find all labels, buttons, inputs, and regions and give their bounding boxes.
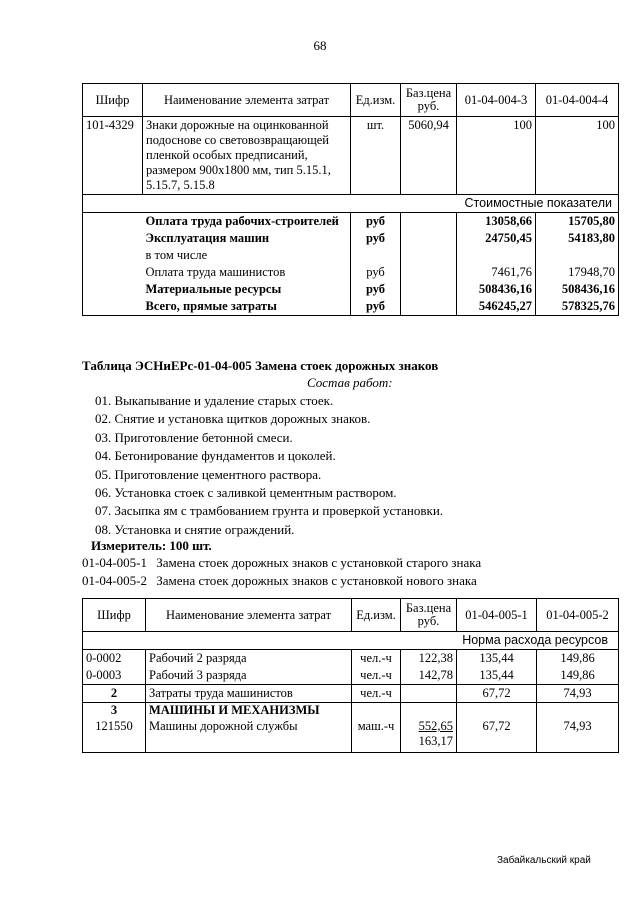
header-col1: 01-04-004-3 [457,84,536,117]
row-value-2: 149,86 [537,667,619,685]
row-value-2: 54183,80 [536,230,619,247]
work-item: 02. Снятие и установка щитков дорожных знаков. [95,411,371,427]
header-unit: Ед.изм. [352,599,401,632]
group-code: 3 [83,703,146,719]
row-name: в том числе [143,247,351,264]
resource-table-2 [82,598,619,753]
row-price: 122,38 [401,650,457,668]
table-row [83,667,619,685]
machine-unit: маш.-ч [352,718,401,752]
row-unit: руб [351,281,401,298]
work-item: 08. Установка и снятие ограждений. [95,521,295,537]
row-name: Затраты труда машинистов [146,685,352,703]
row-value-1: 135,44 [457,650,537,668]
machine-name: Машины дорожной службы [146,718,352,752]
row-value-1: 7461,76 [457,264,536,281]
header-price: Баз.цена руб. [401,599,457,632]
variant-text: Замена стоек дорожных знаков с установкой нового знака [156,573,477,588]
row-unit: руб [351,298,401,316]
table-row [83,298,619,316]
section-label-row [83,632,619,650]
row-name: Оплата труда рабочих-строителей [143,213,351,231]
row-value-1: 67,72 [457,685,537,703]
machine-code: 121550 [83,718,146,752]
machine-price: 552,65 [418,719,453,733]
table-title: Таблица ЭСНиЕРс-01-04-005 Замена стоек дорожных знаков [82,358,439,373]
table-row [83,213,619,231]
row-unit: руб [351,213,401,231]
row-name: Материальные ресурсы [143,281,351,298]
machine-price-secondary: 163,17 [418,734,453,748]
measure: Измеритель: 100 шт. [91,538,212,553]
row-value-1: 24750,45 [457,230,536,247]
row-name: Эксплуатация машин [143,230,351,247]
work-item: 06. Установка стоек с заливкой цементным раствором. [95,484,397,500]
row-value-2: 508436,16 [536,281,619,298]
variant-code: 01-04-005-1 [82,555,147,570]
work-item: 01. Выкапывание и удаление старых стоек. [95,393,334,408]
row-value-2: 15705,80 [536,213,619,231]
work-item: 05. Приготовление цементного раствора. [95,466,322,482]
row-name: Всего, прямые затраты [143,298,351,316]
table-row [83,117,619,195]
header-name: Наименование элемента затрат [143,84,351,117]
row-value-2: 74,93 [537,685,619,703]
row-unit: чел.-ч [352,650,401,668]
item-name: Знаки дорожные на оцинкованной подоснове со световозвращающей пленкой особых предписаний, размером 900x1800 мм, тип 5.15.1, 5.15.7, 5.15.8 [143,117,351,195]
header-code: Шифр [83,84,143,117]
machine-value-2: 74,93 [537,718,619,752]
table-row [83,247,619,264]
header-col1: 01-04-005-1 [457,599,537,632]
table-header-row [83,84,619,117]
row-name: Оплата труда машинистов [143,264,351,281]
row-value-2: 17948,70 [536,264,619,281]
row-name: Рабочий 3 разряда [146,667,352,685]
section-label: Норма расхода ресурсов [83,632,619,650]
page-number: 68 [313,38,327,53]
row-value-1: 135,44 [457,667,537,685]
table-header-row [83,599,619,632]
row-code: 0-0003 [83,667,146,685]
variant-text: Замена стоек дорожных знаков с установкой старого знака [156,555,482,570]
group-name: МАШИНЫ И МЕХАНИЗМЫ [146,703,352,719]
row-value-1: 546245,27 [457,298,536,316]
variant-line [82,554,481,571]
variant-code: 01-04-005-2 [82,573,147,588]
table-row [83,281,619,298]
header-col2: 01-04-004-4 [536,84,619,117]
header-price: Баз.цена руб. [401,84,457,117]
item-value-2: 100 [536,117,619,195]
row-unit: руб [351,264,401,281]
table-row [83,718,619,752]
row-price: 142,78 [401,667,457,685]
item-price: 5060,94 [401,117,457,195]
row-value-1: 13058,66 [457,213,536,231]
row-value-2: 578325,76 [536,298,619,316]
row-unit: чел.-ч [352,667,401,685]
variant-line [82,572,477,589]
works-list [95,392,443,538]
item-value-1: 100 [457,117,536,195]
table-row [83,650,619,668]
table-row [83,703,619,719]
row-code: 2 [83,685,146,703]
item-unit: шт. [351,117,401,195]
row-name: Рабочий 2 разряда [146,650,352,668]
header-unit: Ед.изм. [351,84,401,117]
item-code: 101-4329 [83,117,143,195]
work-item: 04. Бетонирование фундаментов и цоколей. [95,448,336,464]
header-code: Шифр [83,599,146,632]
row-code: 0-0002 [83,650,146,668]
work-item: 07. Засыпка ям с трамбованием грунта и проверкой установки. [95,503,444,519]
section-label: Стоимостные показатели [83,195,619,213]
footer-region: Забайкальский край [497,855,591,866]
header-col2: 01-04-005-2 [537,599,619,632]
header-name: Наименование элемента затрат [146,599,352,632]
machine-price-cell [401,718,457,752]
row-unit: руб [351,230,401,247]
row-unit: чел.-ч [352,685,401,703]
table-row [83,230,619,247]
composition-title: Состав работ: [307,375,393,390]
machine-value-1: 67,72 [457,718,537,752]
section-label-row [83,195,619,213]
table-row [83,685,619,703]
table-row [83,264,619,281]
work-item: 03. Приготовление бетонной смеси. [95,429,293,445]
row-value-1: 508436,16 [457,281,536,298]
resource-table-1 [82,83,619,316]
row-value-2: 149,86 [537,650,619,668]
